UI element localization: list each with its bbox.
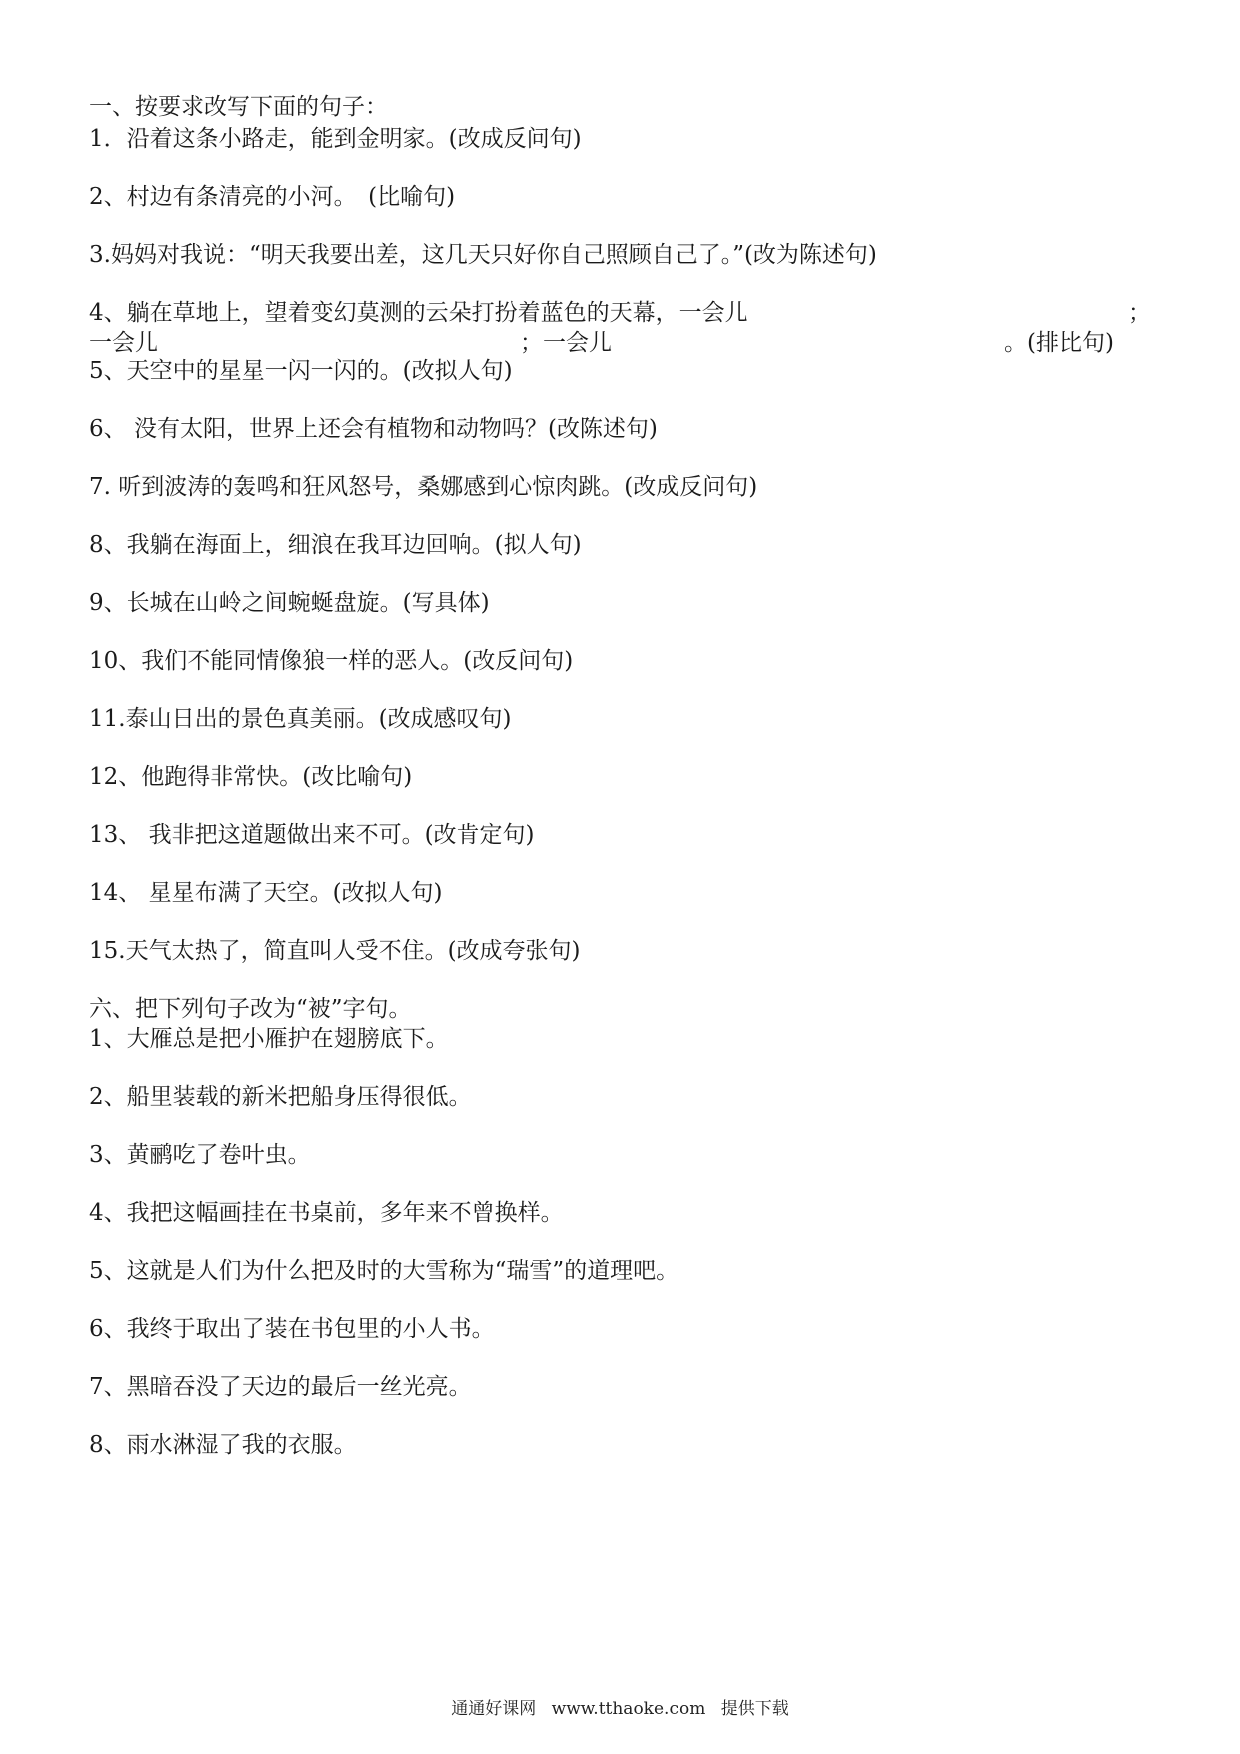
exercise-item: 3、黄鹂吃了卷叶虫。 [89,1142,311,1168]
blank-separator: ； [1128,300,1151,326]
exercise-item: 3.妈妈对我说：“明天我要出差，这几天只好你自己照顾自己了。”(改为陈述句) [89,242,877,268]
exercise-hint: 。(排比句) [1004,330,1114,356]
exercise-item: 9、长城在山岭之间蜿蜒盘旋。(写具体) [89,590,490,616]
exercise-item: 11.泰山日出的景色真美丽。(改成感叹句) [89,706,512,732]
exercise-item: 12、他跑得非常快。(改比喻句) [89,764,413,790]
exercise-item: 8、雨水淋湿了我的衣服。 [89,1432,357,1458]
exercise-item: 5、这就是人们为什么把及时的大雪称为“瑞雪”的道理吧。 [89,1258,680,1284]
exercise-item: 6、我终于取出了装在书包里的小人书。 [89,1316,495,1342]
exercise-item: 8、我躺在海面上，细浪在我耳边回响。(拟人句) [89,532,582,558]
footer-note: 提供下载 [720,1699,789,1719]
exercise-item: 6、 没有太阳，世界上还会有植物和动物吗？(改陈述句) [89,416,658,442]
exercise-item: 1．沿着这条小路走，能到金明家。(改成反问句) [89,126,582,152]
exercise-item: 7、黑暗吞没了天边的最后一丝光亮。 [89,1374,472,1400]
exercise-item: 7. 听到波涛的轰鸣和狂风怒号，桑娜感到心惊肉跳。(改成反问句) [89,474,758,500]
exercise-item: 2、村边有条清亮的小河。 (比喻句) [89,184,456,210]
exercise-item: 14、 星星布满了天空。(改拟人句) [89,880,443,906]
exercise-item: 4、躺在草地上，望着变幻莫测的云朵打扮着蓝色的天幕，一会儿 [89,300,748,326]
exercise-item: 2、船里装载的新米把船身压得很低。 [89,1084,472,1110]
footer-url: www.tthaoke.com [551,1699,706,1719]
exercise-item: 13、 我非把这道题做出来不可。(改肯定句) [89,822,535,848]
blank-prompt: 一会儿 [89,330,158,356]
exercise-item: 5、天空中的星星一闪一闪的。(改拟人句) [89,358,513,384]
exercise-item: 15.天气太热了，简直叫人受不住。(改成夸张句) [89,938,581,964]
section1-heading: 一、按要求改写下面的句子： [89,94,388,120]
footer-site-name: 通通好课网 [451,1699,537,1719]
exercise-item-continuation [89,328,158,358]
page-footer [0,1698,1240,1720]
exercise-item: 4、我把这幅画挂在书桌前，多年来不曾换样。 [89,1200,564,1226]
section6-heading: 六、把下列句子改为“被”字句。 [89,996,412,1022]
exercise-item: 1、大雁总是把小雁护在翅膀底下。 [89,1026,449,1052]
blank-prompt: ；一会儿 [520,330,612,356]
exercise-item: 10、我们不能同情像狼一样的恶人。(改反问句) [89,648,574,674]
